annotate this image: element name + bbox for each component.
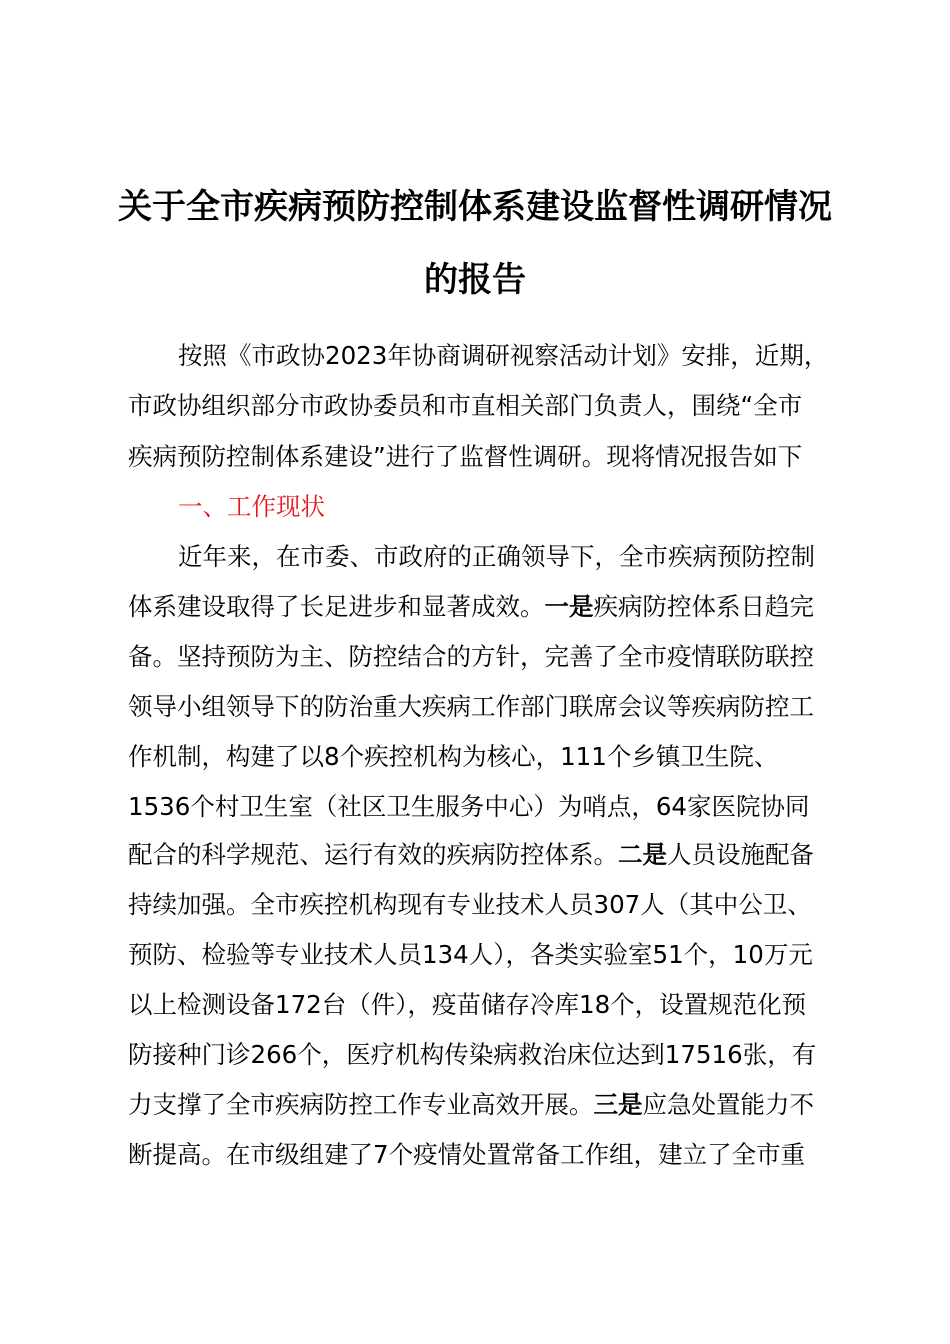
intro-line-1: 按照《市政协2023年协商调研视察活动计划》安排，近期， (178, 341, 829, 370)
intro-line-3: 疾病预防控制体系建设”进行了监督性调研。现将情况报告如下 (128, 442, 803, 471)
body-line-1: 近年来，在市委、市政府的正确领导下，全市疾病预防控制 (178, 542, 815, 571)
ordinal-label: 二是 (618, 840, 667, 869)
body-line-5: 作机制，构建了以8个疾控机构为核心，111个乡镇卫生院、 (128, 742, 779, 771)
body-line-8: 持续加强。全市疾控机构现有专业技术人员307人（其中公卫、 (128, 890, 812, 919)
section-heading: 一、工作现状 (178, 492, 325, 521)
body-text: 力支撑了全市疾病防控工作专业高效开展。 (128, 1090, 594, 1119)
intro-line-2: 市政协组织部分市政协委员和市直相关部门负责人，围绕“全市 (128, 391, 803, 420)
body-text: 体系建设取得了长足进步和显著成效。 (128, 592, 545, 621)
body-text: 人员设施配备 (667, 840, 814, 869)
document-title-line-2: 的报告 (424, 260, 526, 300)
body-line-2 (128, 590, 814, 624)
body-line-9: 预防、检验等专业技术人员134人），各类实验室51个，10万元 (128, 940, 813, 969)
body-line-4: 领导小组领导下的防治重大疾病工作部门联席会议等疾病防控工 (128, 692, 814, 721)
body-line-7 (128, 838, 814, 872)
body-text: 疾病防控体系日趋完 (593, 592, 814, 621)
ordinal-label: 一是 (544, 592, 594, 621)
body-line-11: 防接种门诊266个，医疗机构传染病救治床位达到17516张，有 (128, 1040, 817, 1069)
document-title-line-1: 关于全市疾病预防控制体系建设监督性调研情况 (118, 187, 832, 227)
body-text: 配合的科学规范、运行有效的疾病防控体系。 (128, 840, 618, 869)
ordinal-label: 三是 (593, 1090, 643, 1119)
body-line-3: 备。坚持预防为主、防控结合的方针，完善了全市疫情联防联控 (128, 642, 814, 671)
body-line-13: 断提高。在市级组建了7个疫情处置常备工作组，建立了全市重 (128, 1140, 806, 1169)
body-line-6: 1536个村卫生室（社区卫生服务中心）为哨点，64家医院协同 (128, 792, 810, 821)
body-line-12 (128, 1088, 814, 1122)
body-line-10: 以上检测设备172台（件），疫苗储存冷库18个，设置规范化预 (128, 990, 807, 1019)
body-text: 应急处置能力不 (642, 1090, 814, 1119)
